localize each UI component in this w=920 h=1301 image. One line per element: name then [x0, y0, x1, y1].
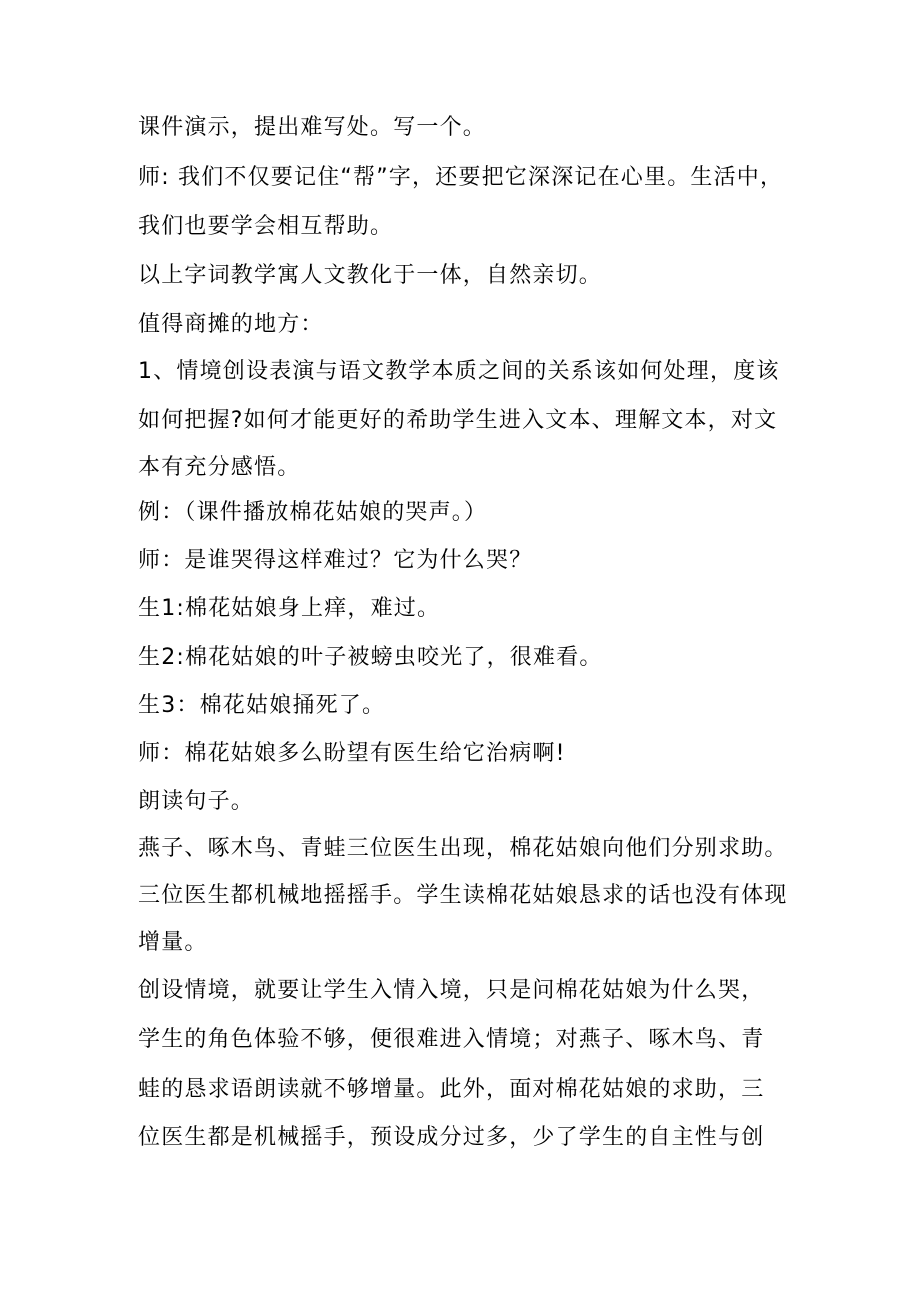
- text-line: 蛙的恳求语朗读就不够增量。此外，面对棉花姑娘的求助，三: [138, 1077, 765, 1102]
- text-line: 师：是谁哭得这样难过？它为什么哭？: [138, 548, 533, 573]
- text-line: 燕子、啄木鸟、青蛙三位医生出现，棉花姑娘向他们分别求助。: [138, 836, 788, 861]
- text-line: 增量。: [138, 930, 208, 955]
- text-line: 生3：棉花姑娘捅死了。: [138, 693, 386, 718]
- text-line: 生2:棉花姑娘的叶子被螃虫咬光了，很难看。: [138, 645, 603, 670]
- text-line: 师：棉花姑娘多么盼望有医生给它治病啊!: [138, 741, 566, 766]
- text-line: 如何把握?如何才能更好的希助学生进入文本、理解文本，对文: [138, 408, 778, 433]
- text-line: 本有充分感悟。: [138, 455, 301, 480]
- text-line: 例：（课件播放棉花姑娘的哭声。）: [138, 500, 488, 525]
- text-line: 学生的角色体验不够，便很难进入情境；对燕子、啄木鸟、青: [138, 1027, 765, 1052]
- text-line: 生1:棉花姑娘身上痒，难过。: [138, 596, 441, 621]
- text-line: 朗读句子。: [138, 789, 255, 814]
- text-line: 课件演示，提出难写处。写一个。: [138, 115, 487, 140]
- text-line: 我们也要学会相互帮助。: [138, 214, 394, 239]
- text-line: 师: 我们不仅要记住“帮”字，还要把它深深记在心里。生活中，: [138, 165, 784, 190]
- text-line: 以上字词教学寓人文教化于一体，自然亲切。: [138, 263, 603, 288]
- text-line: 三位医生都机械地摇摇手。学生读棉花姑娘恳求的话也没有体现: [138, 883, 788, 908]
- text-line: 创设情境，就要让学生入情入境，只是问棉花姑娘为什么哭，: [138, 978, 765, 1003]
- text-line: 1、情境创设表演与语文教学本质之间的关系该如何处理，度该: [138, 359, 780, 384]
- text-line: 值得商摊的地方：: [138, 312, 324, 337]
- text-line: 位医生都是机械摇手，预设成分过多，少了学生的自主性与创: [138, 1125, 765, 1150]
